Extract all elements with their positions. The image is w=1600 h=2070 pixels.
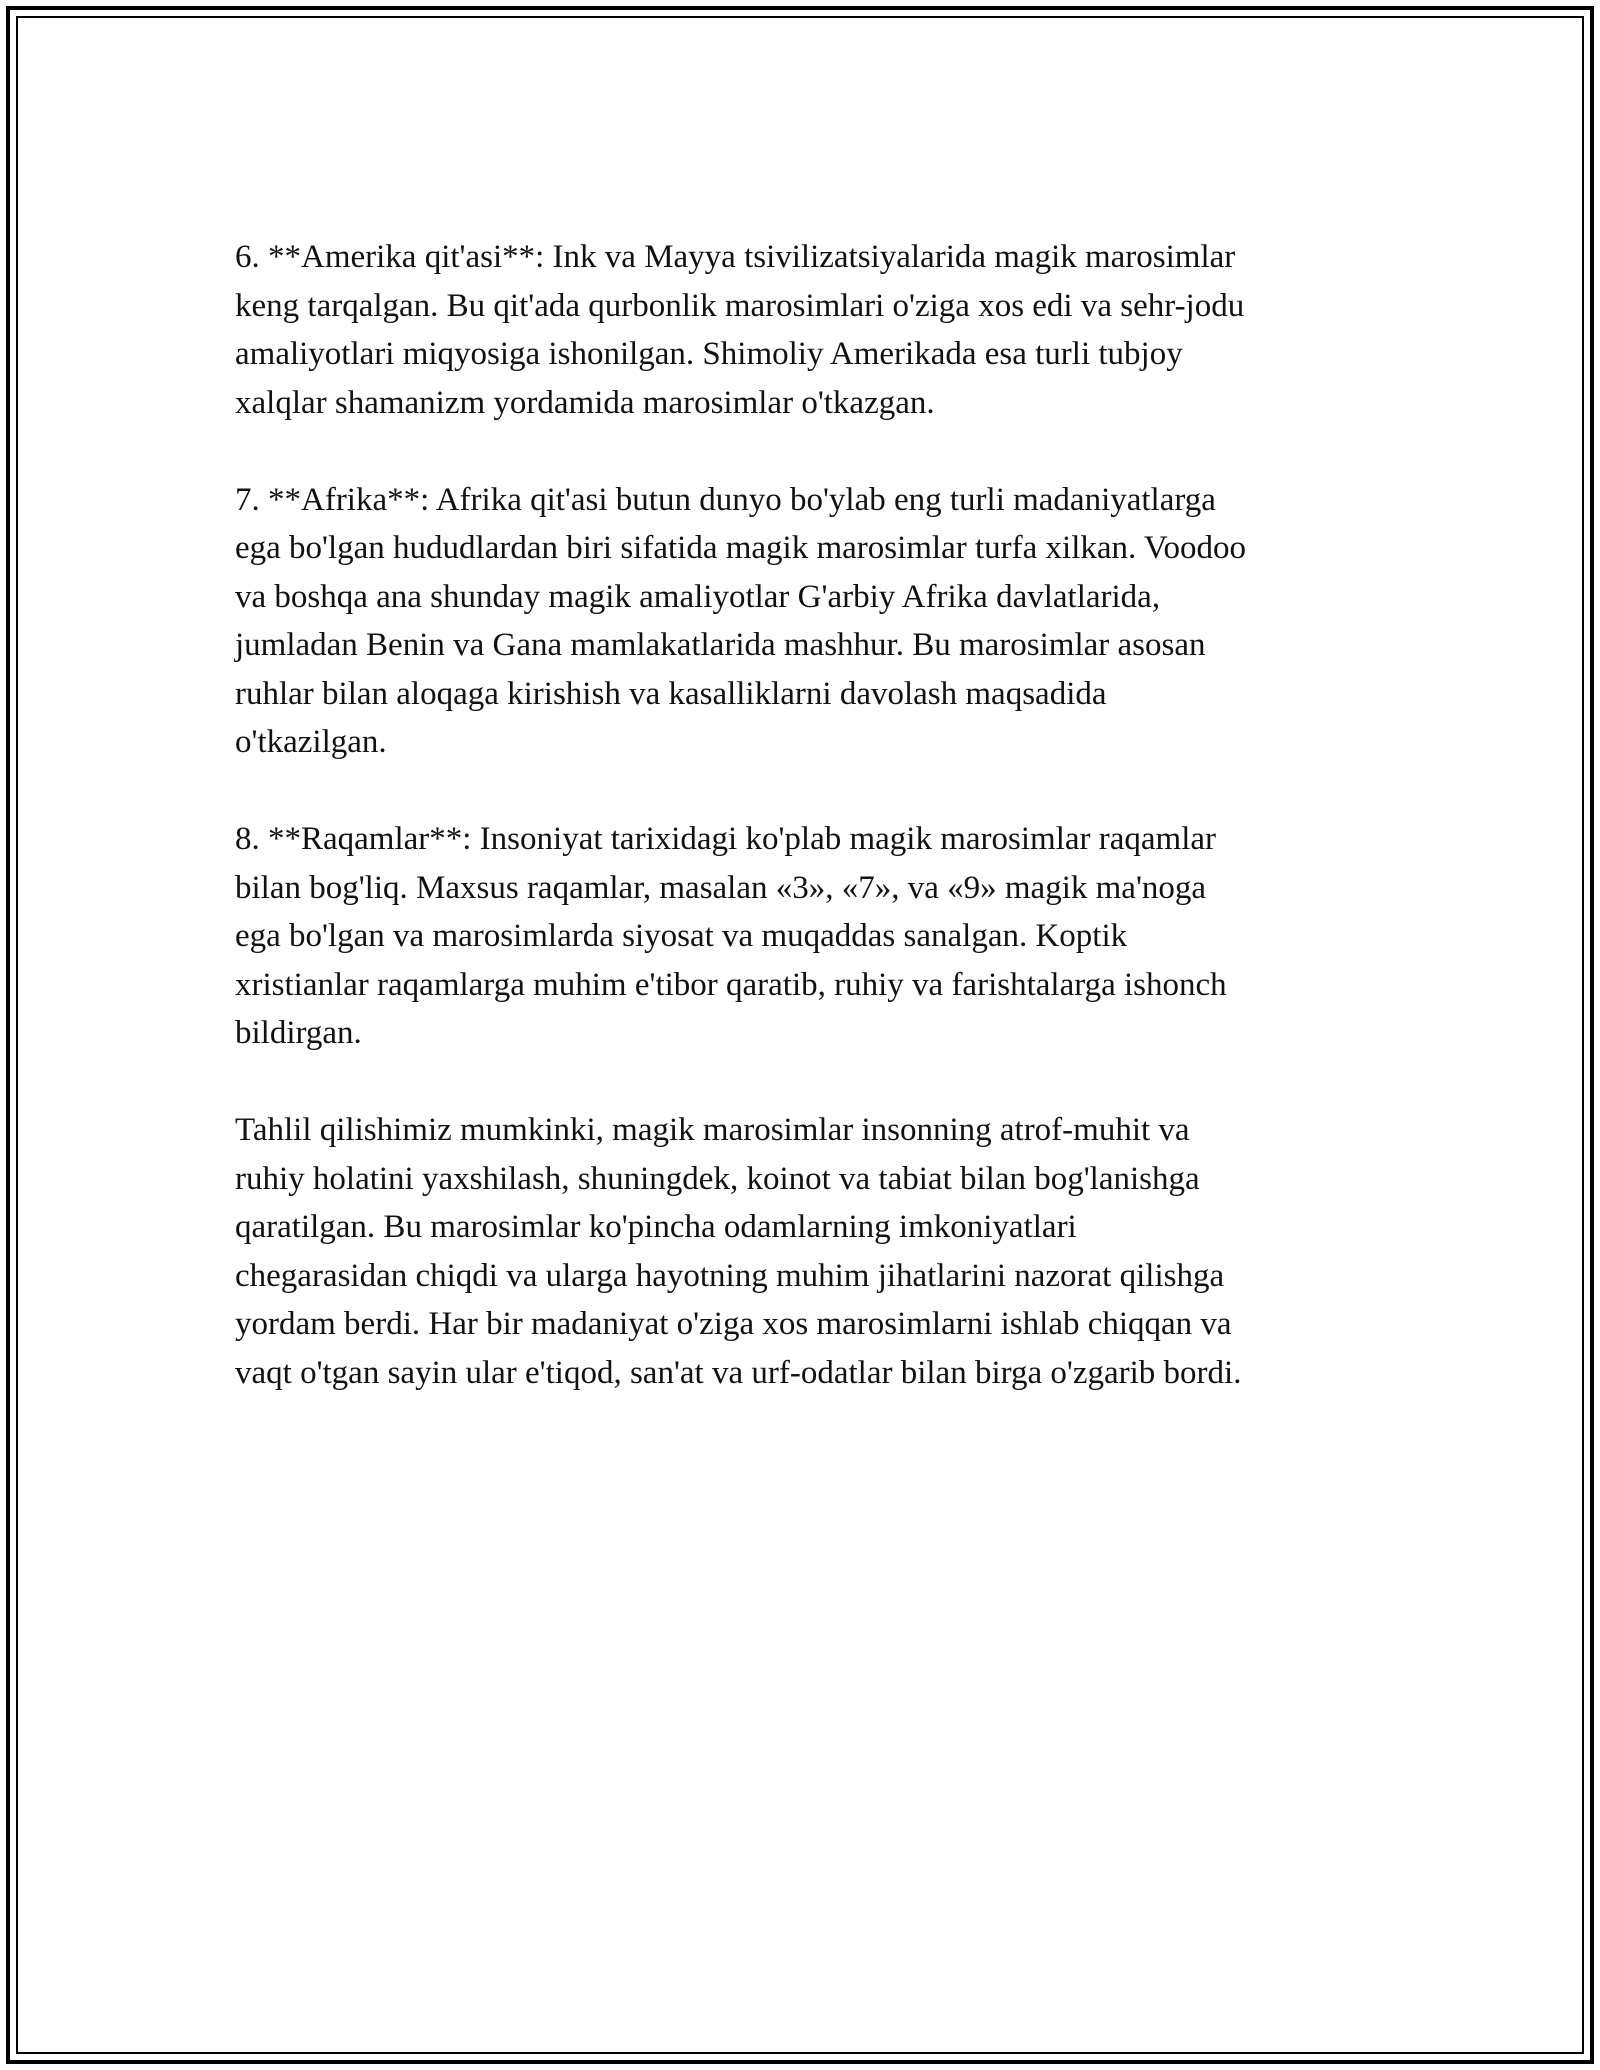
paragraph-amerika: 6. **Amerika qit'asi**: Ink va Mayya tsivilizatsiyalarida magik marosimlar keng tarqalgan. Bu qit'ada qurbonlik marosimlari o'ziga xos edi va sehr-jodu amaliyotlari miqyosiga ishonilgan. Shimoliy Amerikada esa turli tubjoy xalqlar shamanizm yordamida marosimlar o'tkazgan.	[235, 239, 1245, 421]
paragraph-raqamlar: 8. **Raqamlar**: Insoniyat tarixidagi ko'plab magik marosimlar raqamlar bilan bog'liq. Maxsus raqamlar, masalan «3», «7», va «9» magik ma'noga ega bo'lgan va marosimlarda siyosat va muqaddas sanalgan. Koptik xristianlar raqamlarga muhim e'tibor qaratib, ruhiy va farishtalarga ishonch bildirgan.	[235, 821, 1227, 1051]
document-body	[235, 233, 1375, 1397]
paragraph-afrika: 7. **Afrika**: Afrika qit'asi butun dunyo bo'ylab eng turli madaniyatlarga ega bo'lgan hududlardan biri sifatida magik marosimlar turfa xilkan. Voodoo va boshqa ana shunday magik amaliyotlar G'arbiy Afrika davlatlarida, jumladan Benin va Gana mamlakatlarida mashhur. Bu marosimlar asosan ruhlar bilan aloqaga kirishish va kasalliklarni davolash maqsadida o'tkazilgan.	[235, 481, 1246, 760]
paragraph-conclusion: Tahlil qilishimiz mumkinki, magik marosimlar insonning atrof-muhit va ruhiy holatini yaxshilash, shuningdek, koinot va tabiat bilan bog'lanishga qaratilgan. Bu marosimlar ko'pincha odamlarning imkoniyatlari chegarasidan chiqdi va ularga hayotning muhim jihatlarini nazorat qilishga yordam berdi. Har bir madaniyat o'ziga xos marosimlarni ishlab chiqqan va vaqt o'tgan sayin ular e'tiqod, san'at va urf-odatlar bilan birga o'zgarib bordi.	[235, 1112, 1242, 1391]
